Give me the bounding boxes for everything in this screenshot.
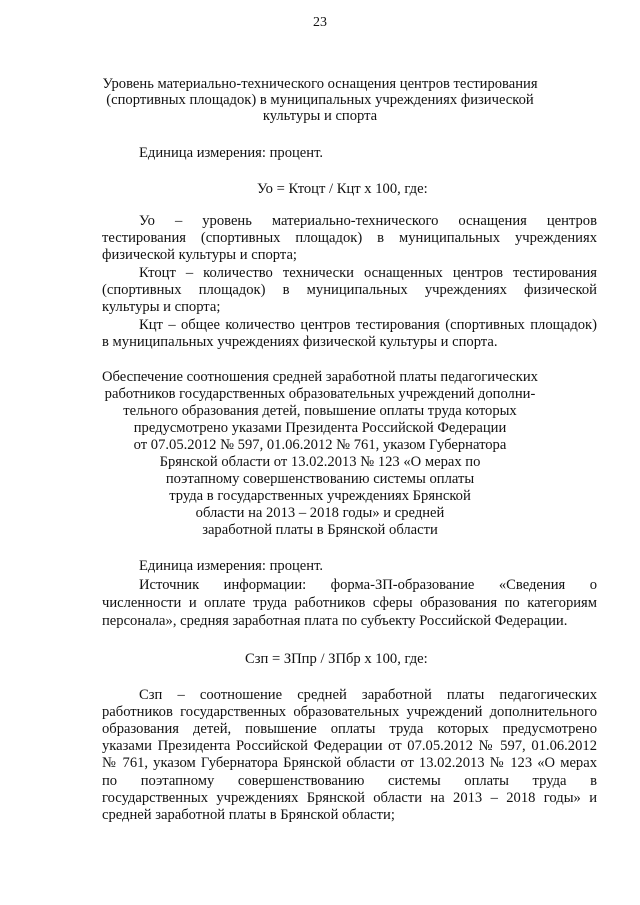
source-line: численности и оплате труда работников сферы образования по категориям xyxy=(102,595,597,611)
section2-title-line: заработной платы в Брянской области xyxy=(202,522,438,538)
definition-line: указами Президента Российской Федерации от 07.05.2012 № 597, 01.06.2012 xyxy=(102,738,597,754)
section2-title-line: предусмотрено указами Президента Российской Федерации xyxy=(133,420,507,436)
section2-title-line: тельного образования детей, повышение оплаты труда которых xyxy=(123,403,517,419)
section2-title-line: работников государственных образовательных учреждений дополни- xyxy=(104,386,536,402)
definition-line: работников государственных образовательных учреждений дополнительного xyxy=(102,704,597,720)
definition-line: культуры и спорта; xyxy=(102,299,221,315)
definition-line: физической культуры и спорта; xyxy=(102,247,297,263)
definition-line: по поэтапному совершенствованию системы оплаты труда в xyxy=(102,773,597,789)
section2-title-line: области на 2013 – 2018 годы» и средней xyxy=(195,505,445,521)
definition-line: Сзп – соотношение средней заработной платы педагогических xyxy=(139,687,597,703)
section2-formula: Сзп = ЗПпр / ЗПбр х 100, где: xyxy=(245,651,428,667)
section1-formula: Уо = Ктоцт / Кцт х 100, где: xyxy=(257,181,428,197)
section2-title-line: Обеспечение соотношения средней заработной платы педагогических xyxy=(102,369,538,385)
section1-title-line: культуры и спорта xyxy=(262,108,378,124)
section2-title-line: поэтапному совершенствованию системы оплаты xyxy=(165,471,475,487)
definition-line: в муниципальных учреждениях физической культуры и спорта. xyxy=(102,334,498,350)
definition-line: государственных учреждениях Брянской области на 2013 – 2018 годы» и xyxy=(102,790,597,806)
source-line: персонала», средняя заработная плата по субъекту Российской Федерации. xyxy=(102,613,568,629)
section1-unit: Единица измерения: процент. xyxy=(139,145,324,161)
definition-line: Кцт – общее количество центров тестирования (спортивных площадок) xyxy=(139,317,597,333)
definition-line: Уо – уровень материально-технического оснащения центров xyxy=(139,213,597,229)
definition-line: Ктоцт – количество технически оснащенных центров тестирования xyxy=(139,265,597,281)
section2-title-line: Брянской области от 13.02.2013 № 123 «О мерах по xyxy=(159,454,481,470)
section2-title-line: труда в государственных учреждениях Брянской xyxy=(169,488,471,504)
definition-line: № 761, указом Губернатора Брянской области от 13.02.2013 № 123 «О мерах xyxy=(102,755,597,771)
section2-title-line: от 07.05.2012 № 597, 01.06.2012 № 761, указом Губернатора xyxy=(133,437,507,453)
definition-line: образования детей, повышение оплаты труда которых предусмотрено xyxy=(102,721,597,737)
page-number: 23 xyxy=(313,15,327,30)
section1-title-line: (спортивных площадок) в муниципальных учреждениях физической xyxy=(106,92,534,108)
source-line: Источник информации: форма-ЗП-образование «Сведения о xyxy=(139,577,597,593)
section2-unit: Единица измерения: процент. xyxy=(139,558,324,574)
definition-line: средней заработной платы в Брянской области; xyxy=(102,807,395,823)
section1-title-line: Уровень материально-технического оснащения центров тестирования xyxy=(102,76,538,92)
definition-line: тестирования (спортивных площадок) в муниципальных учреждениях xyxy=(102,230,597,246)
definition-line: (спортивных площадок) в муниципальных учреждениях физической xyxy=(102,282,597,298)
